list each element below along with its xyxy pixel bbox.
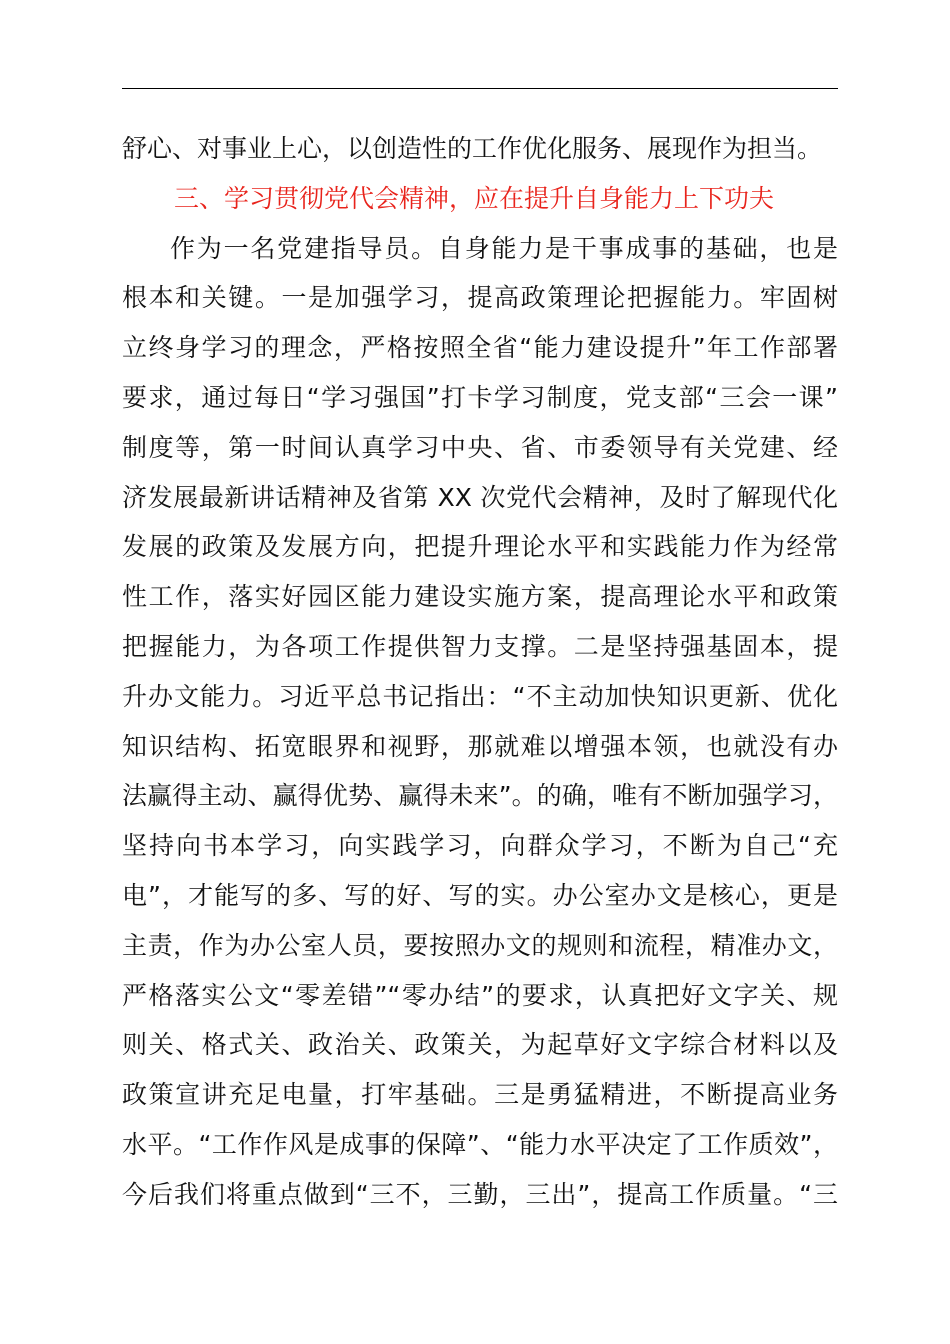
text-line: 舒心、对事业上心，以创造性的工作优化服务、展现作为担当。: [122, 134, 823, 163]
text-line: 性工作，落实好园区能力建设实施方案，提高理论水平和政策: [122, 582, 838, 612]
text-line: 升办文能力。习近平总书记指出：“不主动加快知识更新、优化: [122, 681, 838, 711]
paragraph-first-line: 作为一名党建指导员。自身能力是干事成事的基础，也是: [170, 233, 838, 263]
text-line: 知识结构、拓宽眼界和视野，那就难以增强本领，也就没有办: [122, 731, 838, 761]
text-line: 根本和关键。一是加强学习，提高政策理论把握能力。牢固树: [122, 283, 838, 313]
header-rule: [122, 88, 838, 89]
text-line: 政策宣讲充足电量，打牢基础。三是勇猛精进，不断提高业务: [122, 1080, 838, 1110]
text-line: 法赢得主动、赢得优势、赢得未来”。的确，唯有不断加强学习，: [122, 781, 838, 811]
text-line: 发展的政策及发展方向，把提升理论水平和实践能力作为经常: [122, 532, 838, 562]
text-line: 坚持向书本学习，向实践学习，向群众学习，不断为自己“充: [122, 831, 838, 861]
text-line: 电”，才能写的多、写的好、写的实。办公室办文是核心，更是: [122, 880, 838, 910]
text-line: 主责，作为办公室人员，要按照办文的规则和流程，精准办文，: [122, 930, 838, 960]
document-body: [122, 124, 838, 1220]
text-line: 则关、格式关、政治关、政策关，为起草好文字综合材料以及: [122, 1030, 838, 1060]
text-line: 制度等，第一时间认真学习中央、省、市委领导有关党建、经: [122, 432, 838, 462]
text-line: 济发展最新讲话精神及省第 XX 次党代会精神，及时了解现代化: [122, 482, 838, 512]
text-line: 水平。“工作作风是成事的保障”、“能力水平决定了工作质效”，: [122, 1129, 838, 1159]
section-heading: 三、学习贯彻党代会精神，应在提升自身能力上下功夫: [174, 183, 775, 213]
text-line: 立终身学习的理念，严格按照全省“能力建设提升”年工作部署: [122, 333, 838, 363]
text-line: 要求，通过每日“学习强国”打卡学习制度，党支部“三会一课”: [122, 382, 838, 412]
text-line: 今后我们将重点做到“三不，三勤，三出”，提高工作质量。“三: [122, 1179, 838, 1209]
text-line: 把握能力，为各项工作提供智力支撑。二是坚持强基固本，提: [122, 631, 838, 661]
text-line: 严格落实公文“零差错”“零办结”的要求，认真把好文字关、规: [122, 980, 838, 1010]
